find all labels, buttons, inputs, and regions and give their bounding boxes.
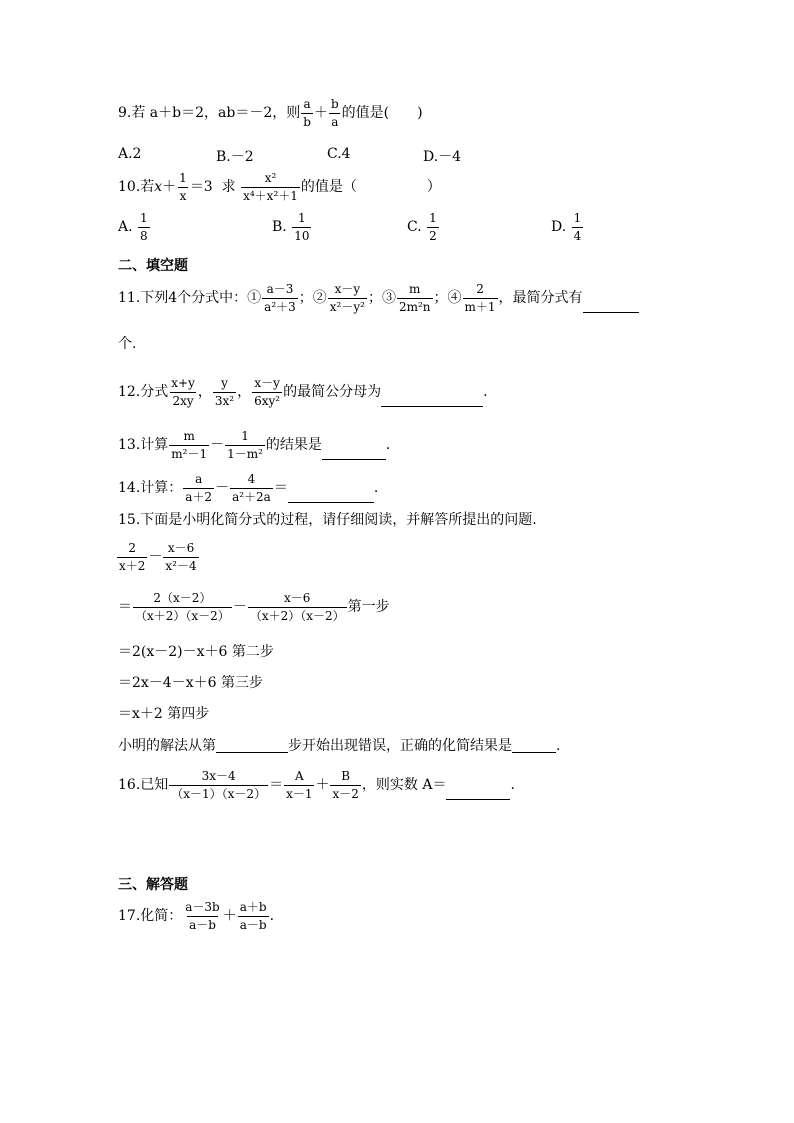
q11-answer-blank[interactable] [583, 298, 639, 313]
q14-fraction-2: $\frac{4}{\text{a²＋2a}}$ [232, 472, 271, 504]
q10-fraction-target: $\frac{\text{x²}}{\text{x⁴＋x²＋1}}$ [243, 171, 298, 203]
q15-answer: 小明的解法从第 步开始出现错误，正确的化简结果是 . [118, 738, 561, 754]
question-10: 10.若x＋ $\frac{1}{x}$ ＝3 求 $\frac{\text{x²}}{\text{x⁴＋x²＋1}}$ 的值是（ ） [118, 171, 441, 203]
q9-option-d: D.－4 [423, 149, 462, 165]
question-14: 14.计算： $\frac{a}{a+2}$ － $\frac{4}{\text{a²＋2a}}$ ＝ . [118, 472, 379, 504]
q9-option-b: B.－2 [216, 149, 254, 165]
q15-expression: $\frac{2}{x+2}$ － $\frac{x-6}{\text{x²－4}}$ [119, 541, 197, 573]
q15-step-3: ＝2x－4－x＋6 第三步 [118, 675, 263, 691]
q16-fraction-2: $\frac{A}{x-1}$ [286, 769, 313, 801]
q11-fraction-3: $\frac{m}{\text{2m²n}}$ [398, 282, 431, 314]
q12-fraction-2: $\frac{y}{\text{3x²}}$ [214, 376, 235, 408]
q11-fraction-2: $\frac{x-y}{\text{x²－y²}}$ [329, 282, 365, 314]
q10-option-b-fraction: $\frac{1}{10}$ [294, 211, 310, 243]
q10-fraction-1-over-x: $\frac{1}{x}$ [179, 171, 187, 203]
q10-option-c-fraction: $\frac{1}{2}$ [429, 211, 437, 243]
q11-fraction-4: $\frac{2}{m+1}$ [464, 282, 496, 314]
q15-step-2: ＝2(x－2)－x＋6 第二步 [118, 644, 274, 660]
q10-option-c: C. $\frac{1}{2}$ [407, 211, 437, 243]
q17-fraction-1: $\frac{a-3b}{a-b}$ [185, 900, 220, 932]
q10-option-b: B. $\frac{1}{10}$ [272, 211, 310, 243]
q11-fraction-1: $\frac{a-3}{\text{a²＋3}}$ [264, 282, 296, 314]
q13-answer-blank[interactable] [322, 445, 386, 460]
q12-fraction-1: $\frac{x+y}{2xy}$ [171, 376, 195, 408]
section-3-heading: 三、解答题 [118, 877, 188, 893]
q10-option-a: A. $\frac{1}{8}$ [118, 211, 148, 243]
q16-fraction-3: $\frac{B}{x-2}$ [332, 769, 359, 801]
q15-step-1: ＝ $\frac{2(x-2)}{(x+2)(x-2)}$ － $\frac{x-6}{(x+2)(x-2)}$ 第一步 [118, 591, 390, 623]
q9-suffix: 的值是( ) [341, 105, 423, 122]
q9-option-a: A.2 [118, 146, 142, 162]
q14-fraction-1: $\frac{a}{a+2}$ [185, 472, 213, 504]
question-17: 17.化简： $\frac{a-3b}{a-b}$ ＋ $\frac{a+b}{a-b}$ . [118, 900, 275, 932]
q15-fraction-2: $\frac{x-6}{\text{x²－4}}$ [165, 541, 197, 573]
q9-fraction-b-over-a: $\frac{b}{a}$ [330, 97, 339, 129]
q15-step-4: ＝x＋2 第四步 [118, 706, 210, 722]
q15-fraction-1: $\frac{2}{x+2}$ [119, 541, 146, 573]
q10-option-a-fraction: $\frac{1}{8}$ [140, 211, 148, 243]
q13-fraction-2: $\frac{1}{\text{1－m²}}$ [227, 429, 263, 461]
question-11: 11.下列4个分式中：① $\frac{a-3}{\text{a²＋3}}$ ；② $\frac{x-y}{\text{x²－y²}}$ ；③ $\frac{m}{\text{2m²n}}$ ；④ $\frac{2}{m+1}$ ，最简分式有 [118, 283, 639, 313]
q12-answer-blank[interactable] [381, 392, 483, 407]
q16-fraction-1: $\frac{3x-4}{(x-1)(x-2)}$ [171, 769, 267, 801]
question-12: 12.分式 $\frac{x+y}{2xy}$ ， $\frac{y}{\text{3x²}}$ ， $\frac{x-y}{\text{6xy²}}$ 的最简公分母为 . [118, 376, 488, 408]
q13-fraction-1: $\frac{m}{\text{m²－1}}$ [171, 429, 208, 461]
q12-fraction-3: $\frac{x-y}{\text{6xy²}}$ [254, 376, 281, 408]
q9-fraction-a-over-b: $\frac{a}{b}$ [303, 97, 311, 129]
q15-step1-fraction-1: $\frac{2(x-2)}{(x+2)(x-2)}$ [135, 591, 230, 623]
q15-step-blank[interactable] [216, 738, 288, 753]
q17-fraction-2: $\frac{a+b}{a-b}$ [239, 900, 267, 932]
q10-option-d-fraction: $\frac{1}{4}$ [573, 211, 582, 243]
question-9: 9.若 a＋b＝2，ab＝－2，则 $\frac{a}{b}$ ＋ $\frac{b}{a}$ 的值是( ) [118, 97, 423, 129]
q15-step1-fraction-2: $\frac{x-6}{(x+2)(x-2)}$ [249, 591, 345, 623]
q11-tail: 个. [118, 336, 137, 352]
q9-prefix: 9.若 a＋b＝2，ab＝－2，则 [118, 105, 301, 122]
q16-answer-blank[interactable] [446, 785, 510, 800]
q10-option-d: D. $\frac{1}{4}$ [551, 211, 582, 243]
section-2-heading: 二、填空题 [118, 258, 188, 274]
q14-answer-blank[interactable] [288, 488, 374, 503]
question-15-title: 15.下面是小明化简分式的过程，请仔细阅读，并解答所提出的问题. [118, 512, 537, 528]
q15-result-blank[interactable] [512, 738, 556, 753]
question-13: 13.计算 $\frac{m}{\text{m²－1}}$ － $\frac{1}{\text{1－m²}}$ 的结果是 . [118, 429, 391, 461]
q9-option-c: C.4 [327, 146, 351, 162]
question-16: 16.已知 $\frac{3x-4}{(x-1)(x-2)}$ ＝ $\frac{A}{x-1}$ ＋ $\frac{B}{x-2}$ ，则实数 A＝ . [118, 769, 515, 801]
